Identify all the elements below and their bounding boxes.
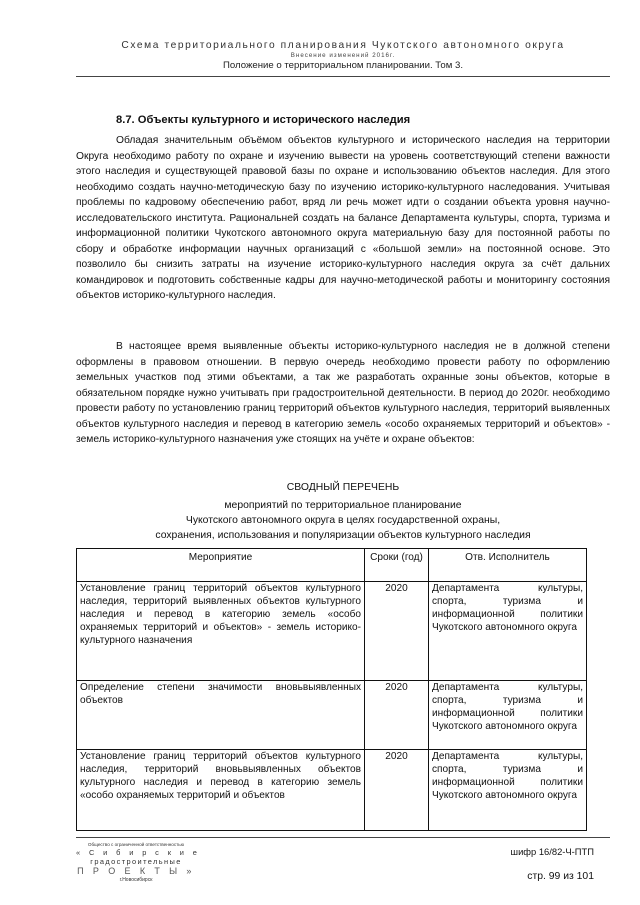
footer-divider: [76, 837, 610, 838]
column-header-responsible: Отв. Исполнитель: [429, 549, 587, 582]
term-cell: 2020: [365, 681, 429, 750]
document-revision: Внесение изменений 2016г.: [290, 52, 396, 59]
paragraph-2: В настоящее время выявленные объекты историко-культурного наследия не в должной степени оформлены в правовом отношении. В первую очередь необходимо провести работу по оформлению земельных участков под этими объектами, а так же разработать охранные зоны объектов, которые в обязательном порядке нужно учитывать при градостроительной деятельности. В период до 2020г. необходимо провести работу по установлению границ территорий объектов культурного наследия, территорий выявленных объектов культурного наследия и перевод в категорию земель «особо охраняемых территорий и объектов» - земель историко-культурного назначения уже стоящих на учёте и охране объектов:: [76, 341, 610, 445]
term-cell: 2020: [365, 582, 429, 681]
logo-line-3: градостроительные: [90, 857, 182, 866]
page-number: стр. 99 из 101: [527, 871, 594, 882]
summary-caption-line-3: сохранения, использования и популяризации объектов культурного наследия: [155, 530, 531, 541]
table-row: [77, 582, 587, 681]
summary-caption-line-1: мероприятий по территориальное планирование: [224, 500, 462, 511]
activity-cell: Определение степени значимости вновьвыявленных объектов: [77, 681, 365, 750]
document-title: Схема территориального планирования Чукотского автономного округа: [121, 40, 565, 51]
logo-line-5: г.Новосибирск: [119, 877, 153, 883]
activity-cell: Установление границ территорий объектов культурного наследия, территорий вновьвыявленных объектов культурного наследия и перевод в категорию земель «особо охраняемых территорий и объектов: [77, 750, 365, 831]
column-header-activity: Мероприятие: [77, 549, 365, 582]
term-cell: 2020: [365, 750, 429, 831]
responsible-cell: Департамента культуры, спорта, туризма и информационной политики Чукотского автономного округа: [429, 681, 587, 750]
responsible-cell: Департамента культуры, спорта, туризма и информационной политики Чукотского автономного округа: [429, 582, 587, 681]
table-header-row: [77, 549, 587, 582]
table-row: [77, 681, 587, 750]
header-divider: [76, 76, 610, 77]
responsible-cell: Департамента культуры, спорта, туризма и информационной политики Чукотского автономного округа: [429, 750, 587, 831]
summary-caption-line-2: Чукотского автономного округа в целях государственной охраны,: [185, 515, 501, 526]
document-volume: Положение о территориальном планировании. Том 3.: [223, 60, 463, 71]
table-row: [77, 750, 587, 831]
summary-heading: СВОДНЫЙ ПЕРЕЧЕНЬ: [286, 482, 400, 493]
activity-cell: Установление границ территорий объектов культурного наследия, территорий выявленных объектов культурного наследия и перевод в категорию земель «особо охраняемых территорий и объектов» - земель историко-культурного назначения: [77, 582, 365, 681]
logo-line-1: Общество с ограниченной ответственностью: [87, 842, 185, 847]
section-title: 8.7. Объекты культурного и исторического наследия: [116, 114, 411, 126]
measures-table: [76, 548, 587, 831]
company-logo: [76, 842, 201, 884]
logo-line-2: « С и б и р с к и е: [76, 848, 201, 857]
logo-line-4: П Р О Е К Т Ы »: [77, 866, 195, 876]
column-header-term: Сроки (год): [365, 549, 429, 582]
document-code: шифр 16/82-Ч-ПТП: [510, 846, 594, 857]
paragraph-1: Обладая значительным объёмом объектов культурного и исторического наследия на территории Округа необходимо работу по охране и изучению вывести на уровень соответствующий степени важности этого наследия и существующей правовой базы по охране и использованию объектов наследия. Для этого необходимо создать научно-методическую базу по изучению историко-культурного наследования. Учитывая проблемы по кадровому обеспечению работ, вряд ли речь может идти о создании объекта уровня научно-исследовательского института. Рациональней создать на балансе Департамента культуры, спорта, туризма и информационной политики Чукотского автономного округа материальную базу для постоянной работы по сбору и обработке информации научных организаций с «большой земли» на постоянной основе. Это позволило бы снизить затраты на изучение историко-культурного наследия округа за счёт дальних командировок и подготовить собственные кадры для научно-методической работы и мониторингу состояния объектов историко-культурного наследия.: [76, 135, 610, 301]
